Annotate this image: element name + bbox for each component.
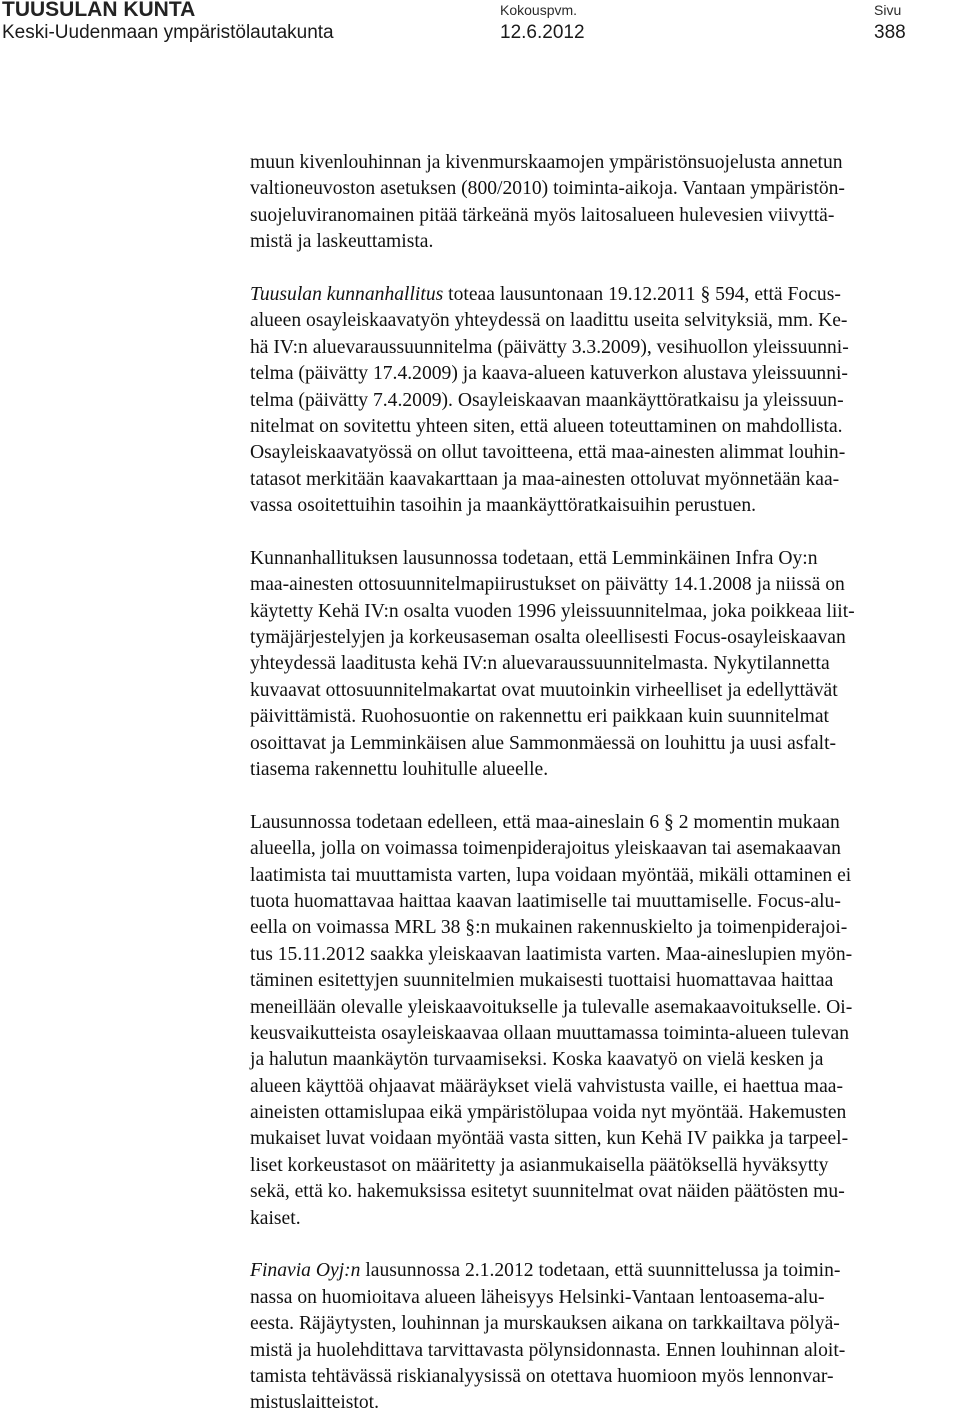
paragraph <box>250 1258 960 1416</box>
line-text: eesta. Räjäytysten, louhinnan ja murskauksen aikana on tarkkailtava pölyä- <box>250 1313 840 1335</box>
text-line <box>250 625 960 651</box>
text-line <box>250 1153 960 1179</box>
italic-subject: Tuusulan kunnanhallitus <box>250 283 444 305</box>
line-text: täminen esitettyjen suunnitelmien mukaisesti tuottaisi huomattavaa haittaa <box>250 970 834 992</box>
text-line <box>250 1126 960 1152</box>
document-body <box>250 150 960 1417</box>
paragraph <box>250 546 960 784</box>
paragraph <box>250 810 960 1232</box>
line-text: sekä, että ko. hakemuksissa esitetyt suunnitelmat ovat näiden päätösten mu- <box>250 1181 845 1203</box>
line-text: lausunnossa 2.1.2012 todetaan, että suunnittelussa ja toimin- <box>360 1260 841 1282</box>
text-line <box>250 1390 960 1416</box>
text-line <box>250 467 960 493</box>
page-label: Sivu <box>874 2 902 18</box>
text-line <box>250 1285 960 1311</box>
meeting-date-label: Kokouspvm. <box>500 2 578 18</box>
text-line <box>250 863 960 889</box>
text-line <box>250 836 960 862</box>
text-line <box>250 572 960 598</box>
text-line <box>250 1311 960 1337</box>
line-text: kuvaavat ottosuunnitelmakartat ovat muutoinkin virheelliset ja edellyttävät <box>250 679 838 701</box>
line-text: päivittämistä. Ruohosuontie on rakennettu eri paikkaan kuin suunnitelmat <box>250 706 829 728</box>
line-text: nitelmat on sovitettu yhteen siten, että alueen toteuttaminen on mahdollista. <box>250 415 843 437</box>
text-line <box>250 995 960 1021</box>
line-text: Kunnanhallituksen lausunnossa todetaan, että Lemminkäinen Infra Oy:n <box>250 547 818 569</box>
text-line <box>250 493 960 519</box>
text-line <box>250 1258 960 1284</box>
line-text: alueen osayleiskaavatyön yhteydessä on laadittu useita selvityksiä, mm. Ke- <box>250 310 848 332</box>
text-line <box>250 282 960 308</box>
line-text: telma (päivätty 7.4.2009). Osayleiskaavan maankäyttöratkaisu ja yleissuun- <box>250 389 844 411</box>
text-line <box>250 968 960 994</box>
line-text: yhteydessä laaditusta kehä IV:n aluevaraussuunnitelmasta. Nykytilannetta <box>250 653 830 675</box>
line-text: tiasema rakennettu louhitulle alueelle. <box>250 758 549 780</box>
line-text: tuota huomattavaa haittaa kaavan laatimiselle tai muuttamiselle. Focus-alu- <box>250 890 841 912</box>
line-text: muun kivenlouhinnan ja kivenmurskaamojen ympäristönsuojelusta annetun <box>250 152 843 173</box>
text-line <box>250 889 960 915</box>
paragraph-gap <box>250 519 960 545</box>
text-line <box>250 599 960 625</box>
text-line <box>250 1364 960 1390</box>
board-name: Keski-Uudenmaan ympäristölautakunta <box>2 22 334 43</box>
line-text: osoittavat ja Lemminkäisen alue Sammonmäessä on louhittu ja uusi asfalt- <box>250 732 837 754</box>
text-line <box>250 440 960 466</box>
line-text: tymäjärjestelyjen ja korkeusaseman osalta oleellisesti Focus-osayleiskaavan <box>250 627 846 649</box>
line-text: tamista tehtävässä riskianalyysissä on otettava huomioon myös lennonvar- <box>250 1365 834 1387</box>
text-line <box>250 308 960 334</box>
line-text: alueella, jolla on voimassa toimenpiderajoitus yleiskaavan tai asemakaavan <box>250 838 841 860</box>
line-text: Lausunnossa todetaan edelleen, että maa-aineslain 6 § 2 momentin mukaan <box>250 811 840 833</box>
text-line <box>250 1100 960 1126</box>
paragraph-gap <box>250 256 960 282</box>
paragraph-gap <box>250 1232 960 1258</box>
text-line <box>250 546 960 572</box>
paragraph-gap <box>250 783 960 809</box>
text-line <box>250 678 960 704</box>
page-header <box>0 0 960 60</box>
line-text: liset korkeustasot on määritetty ja asianmukaisella päätöksellä hyväksytty <box>250 1154 829 1176</box>
text-line <box>250 1021 960 1047</box>
line-text: valtioneuvoston asetuksen (800/2010) toiminta-aikoja. Vantaan ympäristön- <box>250 178 845 200</box>
line-text: kaiset. <box>250 1207 301 1229</box>
text-line <box>250 1338 960 1364</box>
text-line <box>250 1074 960 1100</box>
line-text: mistä ja laskeuttamista. <box>250 231 434 253</box>
line-text: keusvaikutteista osayleiskaavaa ollaan muuttamassa toiminta-alueen tulevan <box>250 1022 850 1044</box>
text-line <box>250 704 960 730</box>
paragraph <box>250 282 960 520</box>
line-text: nassa on huomioitava alueen läheisyys Helsinki-Vantaan lentoasema-alu- <box>250 1286 825 1308</box>
paragraph <box>250 150 960 256</box>
line-text: tatasot merkitään kaavakarttaan ja maa-ainesten ottoluvat myönnetään kaa- <box>250 468 840 490</box>
line-text: meneillään olevalle yleiskaavoitukselle ja tulevalle asemakaavoitukselle. Oi- <box>250 996 853 1018</box>
text-line <box>250 150 960 176</box>
page-number: 388 <box>874 22 906 43</box>
organization-name: TUUSULAN KUNTA <box>2 0 196 21</box>
text-line <box>250 810 960 836</box>
line-text: aineisten ottamislupaa eikä ympäristölupaa voida nyt myöntää. Hakemusten <box>250 1102 847 1124</box>
line-text: ja halutun maankäytön turvaamiseksi. Koska kaavatyö on vielä kesken ja <box>250 1049 824 1071</box>
line-text: mistä ja huolehdittava tarvittavasta pölynsidonnasta. Ennen louhinnan aloit- <box>250 1339 846 1361</box>
italic-subject: Finavia Oyj:n <box>250 1260 361 1282</box>
line-text: tus 15.11.2012 saakka yleiskaavan laatimista varten. Maa-aineslupien myön- <box>250 943 853 965</box>
text-line <box>250 361 960 387</box>
line-text: maa-ainesten ottosuunnitelmapiirustukset on päivätty 14.1.2008 ja niissä on <box>250 574 845 596</box>
text-line <box>250 176 960 202</box>
text-line <box>250 414 960 440</box>
line-text: telma (päivätty 17.4.2009) ja kaava-alueen katuverkon alustava yleissuunni- <box>250 363 848 385</box>
text-line <box>250 203 960 229</box>
line-text: mistuslaitteistot. <box>250 1392 379 1414</box>
text-line <box>250 1047 960 1073</box>
text-line <box>250 651 960 677</box>
line-text: laatimista tai muuttamista varten, lupa voidaan myöntää, mikäli ottaminen ei <box>250 864 852 886</box>
line-text: vassa osoitettuihin tasoihin ja maankäyttöratkaisuihin perustuen. <box>250 495 757 517</box>
line-text: suojeluviranomainen pitää tärkeänä myös laitosalueen hulevesien viivyttä- <box>250 204 835 226</box>
line-text: käytetty Kehä IV:n osalta vuoden 1996 yleissuunnitelmaa, joka poikkeaa liit- <box>250 600 855 622</box>
text-line <box>250 1179 960 1205</box>
text-line <box>250 757 960 783</box>
text-line <box>250 1206 960 1232</box>
text-line <box>250 731 960 757</box>
line-text: Osayleiskaavatyössä on ollut tavoitteena, että maa-ainesten alimmat louhin- <box>250 442 846 464</box>
meeting-date: 12.6.2012 <box>500 22 585 43</box>
line-text: mukaiset luvat voidaan myöntää vasta sitten, kun Kehä IV paikka ja tarpeel- <box>250 1128 849 1150</box>
line-text: alueen käyttöä ohjaavat määräykset vielä vahvistusta vaille, ei haettua maa- <box>250 1075 843 1097</box>
text-line <box>250 942 960 968</box>
line-text: hä IV:n aluevaraussuunnitelma (päivätty 3.3.2009), vesihuollon yleissuunni- <box>250 336 849 358</box>
text-line <box>250 915 960 941</box>
text-line <box>250 388 960 414</box>
text-line <box>250 229 960 255</box>
line-text: toteaa lausuntonaan 19.12.2011 § 594, että Focus- <box>443 283 841 305</box>
text-line <box>250 335 960 361</box>
line-text: eella on voimassa MRL 38 §:n mukainen rakennuskielto ja toimenpiderajoi- <box>250 917 848 939</box>
